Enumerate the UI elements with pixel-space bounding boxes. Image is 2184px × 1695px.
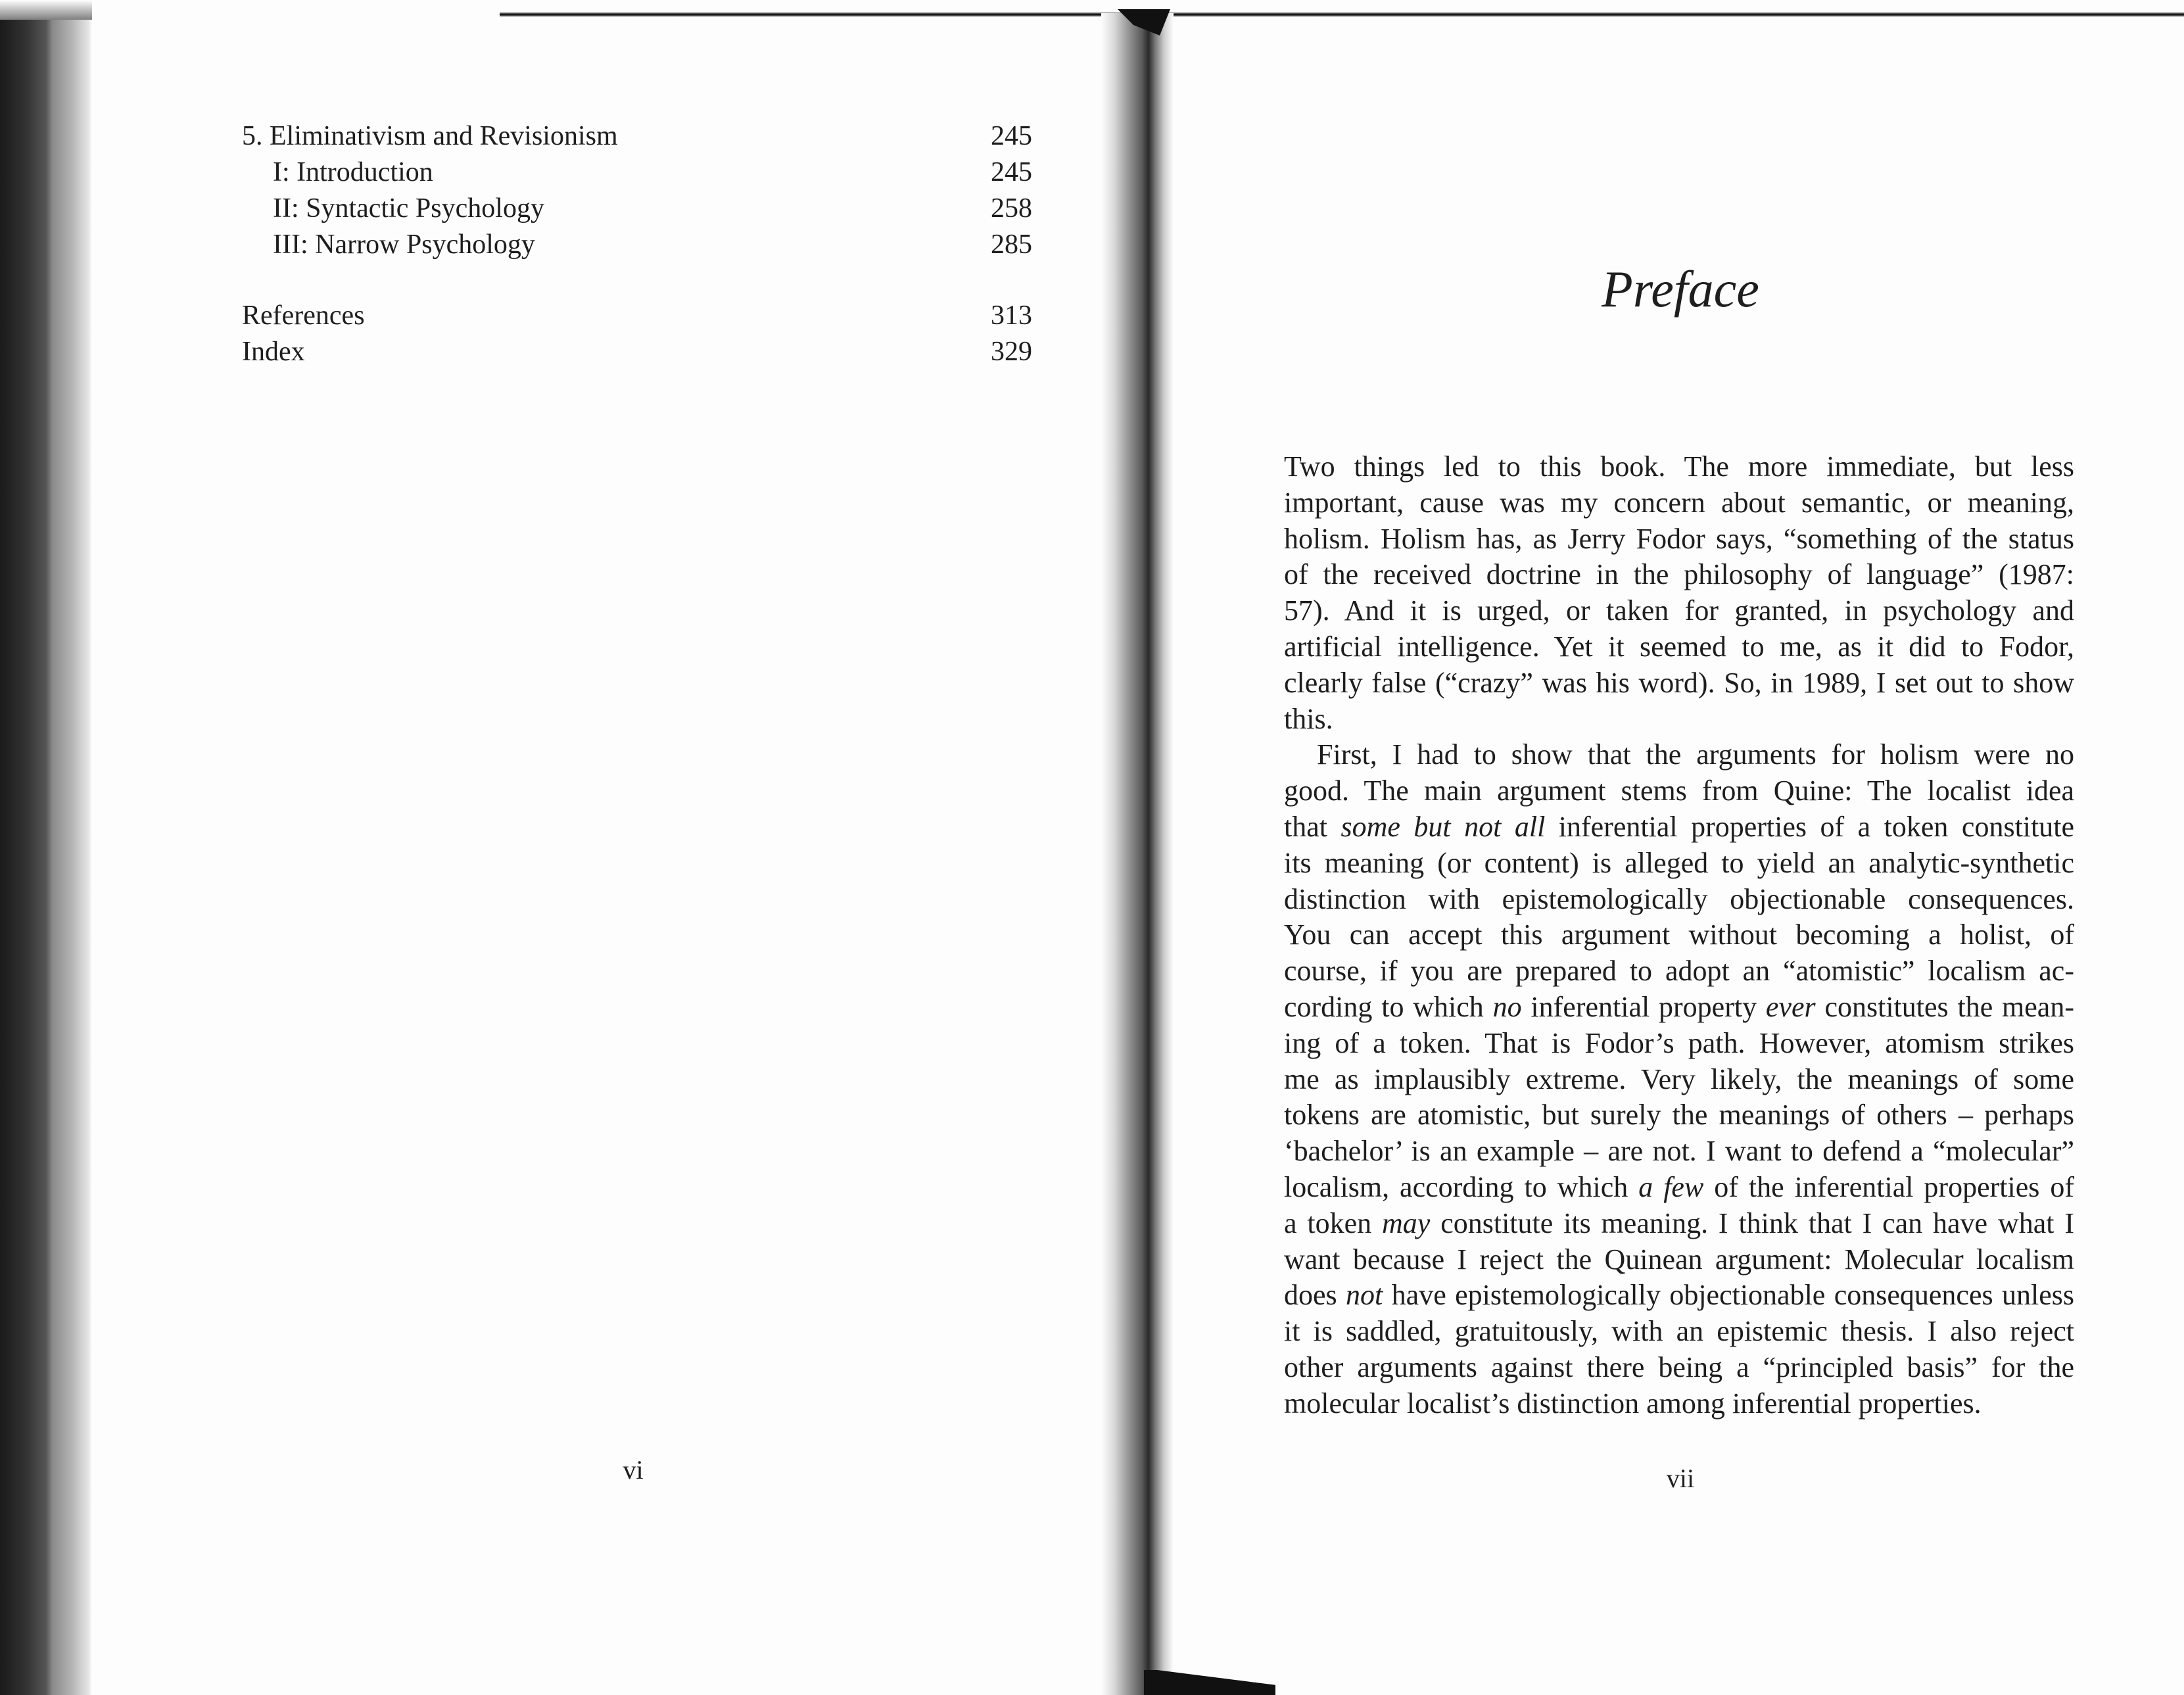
toc-entry-page: 245 <box>991 157 1032 187</box>
toc-entry <box>242 155 1032 191</box>
text-segment: course, if you are prepared to adopt an “atomistic” localism ac- <box>1284 955 2074 988</box>
text-segment: First, I had to show that the arguments for holism were no <box>1317 738 2074 771</box>
text-line <box>1284 1062 2074 1098</box>
toc-entry <box>242 191 1032 227</box>
toc-entry-page: 245 <box>991 121 1032 151</box>
italic-text: no <box>1492 990 1522 1023</box>
toc-entry-title: I: Introduction <box>273 157 433 187</box>
italic-text: some but not all <box>1341 810 1546 843</box>
text-segment: me as implausibly extreme. Very likely, the meanings of some <box>1284 1062 2074 1095</box>
toc-entry-title: References <box>242 300 365 331</box>
table-of-contents <box>242 118 1032 370</box>
toc-entry-title: 5. Eliminativism and Revisionism <box>242 121 618 151</box>
text-segment: artificial intelligence. Yet it seemed to me, as it did to Fodor, <box>1284 630 2074 663</box>
text-line <box>1284 1206 2074 1242</box>
text-line <box>1284 809 2074 846</box>
text-line <box>1284 1097 2074 1134</box>
toc-entry-title: II: Syntactic Psychology <box>273 193 544 224</box>
text-line <box>1284 665 2074 702</box>
spine-shadow-bottom <box>1144 1670 1275 1695</box>
toc-entry <box>242 298 1032 334</box>
text-segment: You can accept this argument without becoming a holist, of <box>1284 919 2074 951</box>
toc-entry-page: 313 <box>991 300 1032 331</box>
text-segment: ing of a token. That is Fodor’s path. However, atomism strikes <box>1284 1026 2074 1059</box>
right-page-number: vii <box>1666 1464 1695 1493</box>
text-segment: distinction with epistemologically objectionable consequences. <box>1284 882 2074 915</box>
text-segment: important, cause was my concern about semantic, or meaning, <box>1284 486 2074 519</box>
text-line <box>1284 1242 2074 1278</box>
left-page-number: vi <box>623 1455 644 1485</box>
text-line <box>1284 882 2074 918</box>
italic-text: may <box>1382 1206 1431 1239</box>
text-line <box>1284 1026 2074 1062</box>
toc-entry-page: 329 <box>991 337 1032 367</box>
toc-gap <box>242 263 1032 298</box>
text-segment: other arguments against there being a “principled basis” for the <box>1284 1350 2074 1383</box>
text-segment: inferential property <box>1521 990 1766 1023</box>
toc-entry-title: III: Narrow Psychology <box>273 229 535 260</box>
text-segment: of the received doctrine in the philosophy of language” (1987: <box>1284 558 2074 591</box>
text-segment: it is saddled, gratuitously, with an epistemic thesis. I also reject <box>1284 1315 2074 1348</box>
text-segment: Two things led to this book. The more immediate, but less <box>1284 450 2074 483</box>
text-line <box>1284 846 2074 882</box>
book-spine <box>1101 13 1174 1695</box>
text-segment: clearly false (“crazy” was his word). So, in 1989, I set out to show <box>1284 666 2074 699</box>
toc-entry-page: 285 <box>991 229 1032 260</box>
text-segment: of the inferential properties of <box>1703 1170 2074 1203</box>
text-line <box>1284 449 2074 485</box>
text-segment: ‘bachelor’ is an example – are not. I want to defend a “molecular” <box>1284 1135 2074 1168</box>
text-segment: holism. Holism has, as Jerry Fodor says, “something of the status <box>1284 522 2074 555</box>
text-line <box>1284 593 2074 629</box>
text-line <box>1284 629 2074 665</box>
text-segment: localism, according to which <box>1284 1170 1639 1203</box>
toc-entry-title: Index <box>242 337 305 367</box>
text-line <box>1284 1134 2074 1170</box>
italic-text: not <box>1346 1279 1383 1312</box>
text-line <box>1284 990 2074 1026</box>
text-line <box>1284 1277 2074 1314</box>
toc-entry-page: 258 <box>991 193 1032 224</box>
text-line <box>1284 485 2074 521</box>
toc-entry <box>242 118 1032 155</box>
toc-entry <box>242 334 1032 370</box>
page-top-edge <box>500 12 2184 17</box>
italic-text: ever <box>1765 990 1816 1023</box>
italic-text: a few <box>1638 1170 1704 1203</box>
scan-left-edge <box>0 20 92 1695</box>
text-line <box>1284 773 2074 809</box>
text-segment: have epistemologically objectionable consequences unless <box>1383 1279 2075 1312</box>
text-segment: does <box>1284 1279 1346 1312</box>
preface-text <box>1284 449 2074 1422</box>
text-segment: this. <box>1284 702 1333 735</box>
text-segment: want because I reject the Quinean argument: Molecular localism <box>1284 1243 2074 1276</box>
text-line <box>1284 557 2074 593</box>
text-line <box>1284 1170 2074 1206</box>
text-segment: tokens are atomistic, but surely the meanings of others – perhaps <box>1284 1099 2074 1132</box>
text-segment: 57). And it is urged, or taken for granted, in psychology and <box>1284 594 2074 627</box>
text-segment: that <box>1284 810 1341 843</box>
text-line <box>1284 917 2074 953</box>
toc-entry <box>242 227 1032 263</box>
text-segment: constitutes the mean- <box>1815 990 2074 1023</box>
text-line <box>1284 521 2074 558</box>
text-line <box>1284 737 2074 773</box>
text-line <box>1284 1350 2074 1386</box>
text-segment: its meaning (or content) is alleged to yield an analytic-synthetic <box>1284 846 2074 879</box>
text-line <box>1284 1314 2074 1350</box>
text-segment: good. The main argument stems from Quine: The localist idea <box>1284 775 2074 807</box>
text-segment: constitute its meaning. I think that I can have what I <box>1430 1206 2074 1239</box>
text-line <box>1284 1386 2074 1422</box>
page-title: Preface <box>1602 260 1759 318</box>
text-line <box>1284 702 2074 738</box>
text-segment: a token <box>1284 1206 1383 1239</box>
text-segment: inferential properties of a token constitute <box>1545 810 2075 843</box>
text-line <box>1284 953 2074 990</box>
text-segment: molecular localist’s distinction among inferential properties. <box>1284 1387 1982 1420</box>
text-segment: cording to which <box>1284 990 1493 1023</box>
